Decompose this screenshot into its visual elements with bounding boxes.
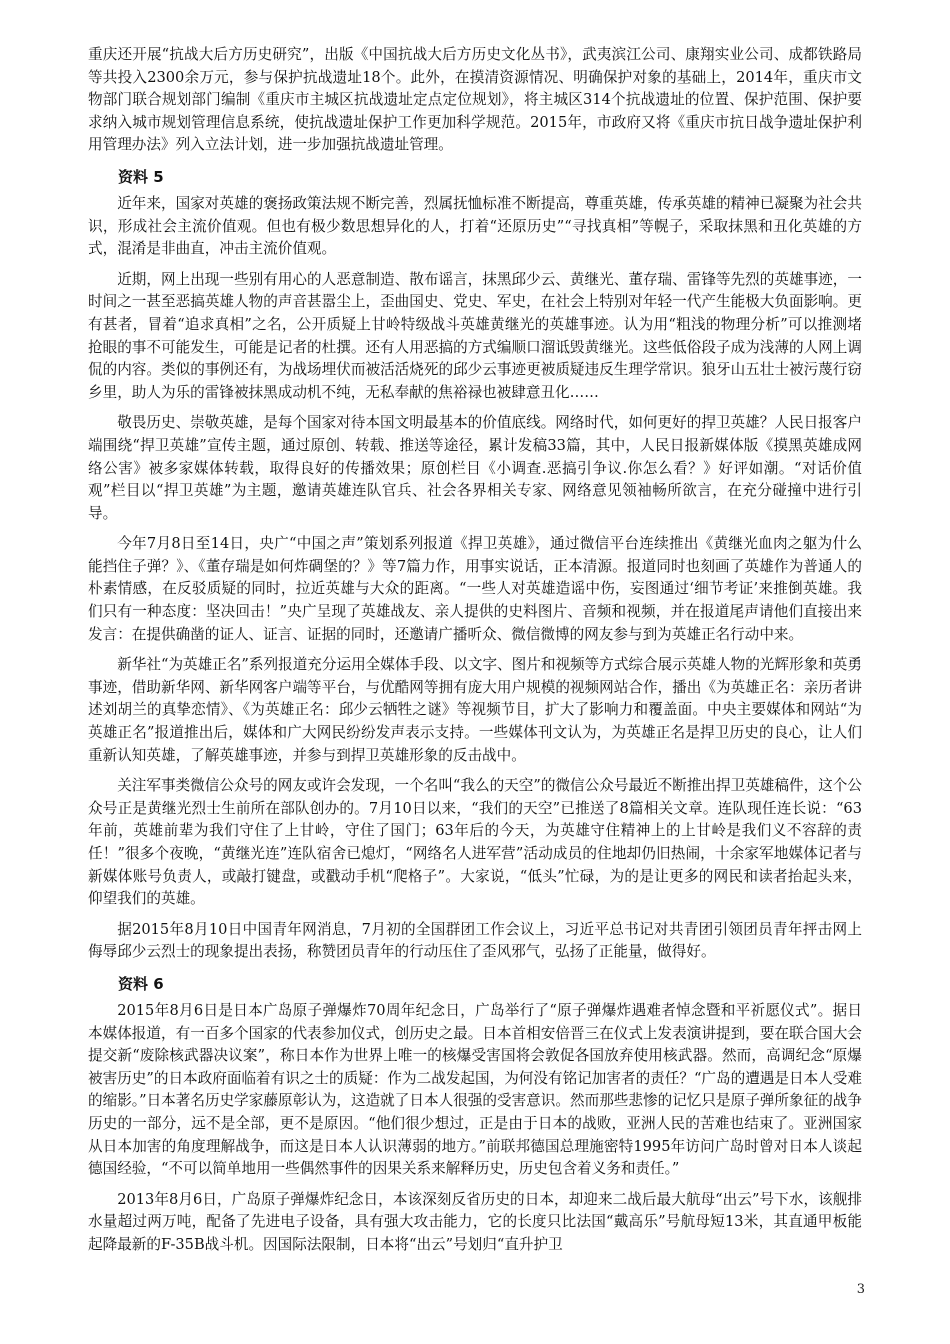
body-paragraph: 关注军事类微信公众号的网友或许会发现，一个名叫“我么的天空”的微信公众号最近不断推出捍卫英雄稿件，这个公众号正是黄继光烈士生前所在部队创办的。7月10日以来，“我们的天空”已推送了8篇相关文章。连队现任连长说：“63年前，英雄前辈为我们守住了上甘岭，守住了国门；63年后的今天，为英雄守住精神上的上甘岭是我们义不容辞的责任！”很多个夜晚，“黄继光连”连队宿舍已熄灯，“网络名人进军营”活动成员的住地却仍旧热闹，十余家军地媒体记者与新媒体账号负责人，或敲打键盘，或戳动手机“爬格子”。大家说，“低头”忙碌，为的是让更多的网民和读者抬起头来，仰望我们的英雄。 <box>88 777 862 908</box>
section-heading-material-6: 资料 6 <box>118 974 164 993</box>
body-paragraph: 新华社“为英雄正名”系列报道充分运用全媒体手段、以文字、图片和视频等方式综合展示英雄人物的光辉形象和英勇事迹，借助新华网、新华网客户端等平台，与优酷网等拥有庞大用户规模的视频网站合作，播出《为英雄正名：亲历者讲述刘胡兰的真挚恋情》、《为英雄正名：邱少云牺牲之谜》等视频节目，扩大了影响力和覆盖面。中央主要媒体和网站“为英雄正名”报道推出后，媒体和广大网民纷纷发声表示支持。一些媒体刊文认为，为英雄正名是捍卫历史的良心，让人们重新认知英雄，了解英雄事迹，并参与到捍卫英雄形象的反击战中。 <box>88 656 862 764</box>
page-number: 3 <box>856 1282 865 1297</box>
body-paragraph: 今年7月8日至14日，央广“中国之声”策划系列报道《捍卫英雄》，通过微信平台连续推出《黄继光血肉之躯为什么能挡住子弹？》、《董存瑞是如何炸碉堡的？》等7篇力作，用事实说话，正本清源。报道同时也刻画了英雄作为普通人的朴素情感，在反驳质疑的同时，拉近英雄与大众的距离。“一些人对英雄造谣中伤，妄图通过‘细节考证’来推倒英雄。我们只有一种态度：坚决回击！”央广呈现了英雄战友、亲人提供的史料图片、音频和视频，并在报道尾声请他们直接出来发言：在提供确凿的证人、证言、证据的同时，还邀请广播听众、微信微博的网友参与到为英雄正名行动中来。 <box>88 535 862 643</box>
body-paragraph: 2015年8月6日是日本广岛原子弹爆炸70周年纪念日，广岛举行了“原子弹爆炸遇难者悼念暨和平祈愿仪式”。据日本媒体报道，有一百多个国家的代表参加仪式，创历史之最。日本首相安倍晋三在仪式上发表演讲提到，要在联合国大会提交新“废除核武器决议案”，称日本作为世界上唯一的核爆受害国将会敦促各国放弃使用核武器。然而，高调纪念“原爆被害历史”的日本政府面临着有识之士的质疑：作为二战发起国，为何没有铭记加害者的责任？“广岛的遭遇是日本人受难的缩影。”日本著名历史学家藤原彰认为，这造就了日本人很强的受害意识。然而那些悲惨的记忆只是原子弹所象征的战争历史的一部分，远不是全部，更不是原因。“他们很少想过，正是由于日本的战败，亚洲人民的苦难也结束了。亚洲国家从日本加害的角度理解战争，而这是日本人认识薄弱的地方。”前联邦德国总理施密特1995年访问广岛时曾对日本人谈起德国经验，“不可以简单地用一些偶然事件的因果关系来解释历史，历史包含着义务和责任。” <box>88 1001 862 1178</box>
body-paragraph: 重庆还开展“抗战大后方历史研究”，出版《中国抗战大后方历史文化丛书》，武夷滨江公司、康翔实业公司、成都铁路局等共投入2300余万元，参与保护抗战遗址18个。此外，在摸清资源情况、明确保护对象的基础上，2014年，重庆市文物部门联合规划部门编制《重庆市主城区抗战遗址定点定位规划》，将主城区314个抗战遗址的位置、保护范围、保护要求纳入城市规划管理信息系统，使抗战遗址保护工作更加科学规范。2015年，市政府又将《重庆市抗日战争遗址保护利用管理办法》列入立法计划，进一步加强抗战遗址管理。 <box>88 46 862 154</box>
section-heading-material-5: 资料 5 <box>118 167 164 186</box>
body-paragraph: 据2015年8月10日中国青年网消息，7月初的全国群团工作会议上，习近平总书记对共青团引领团员青年抨击网上侮辱邱少云烈士的现象提出表扬，称赞团员青年的行动压住了歪风邪气，弘扬了正能量，做得好。 <box>88 920 862 961</box>
body-paragraph: 2013年8月6日，广岛原子弹爆炸纪念日，本该深刻反省历史的日本，却迎来二战后最大航母“出云”号下水，该舰排水量超过两万吨，配备了先进电子设备，具有强大攻击能力，它的长度只比法国“戴高乐”号航母短13米，其直通甲板能起降最新的F-35B战斗机。因国际法限制，日本将“出云”号划归“直升护卫 <box>88 1190 862 1253</box>
body-paragraph: 敬畏历史、崇敬英雄，是每个国家对待本国文明最基本的价值底线。网络时代，如何更好的捍卫英雄？人民日报客户端围绕“捍卫英雄”宣传主题，通过原创、转载、推送等途径，累计发稿33篇，其中，人民日报新媒体版《摸黑英雄成网络公害》被多家媒体转载，取得良好的传播效果；原创栏目《小调查.恶搞引争议.你怎么看？》好评如潮。“对话价值观”栏目以“捍卫英雄”为主题，邀请英雄连队官兵、社会各界相关专家、网络意见领袖畅所欲言，在充分碰撞中进行引导。 <box>88 414 862 522</box>
body-paragraph: 近期，网上出现一些别有用心的人恶意制造、散布谣言，抹黑邱少云、黄继光、董存瑞、雷锋等先烈的英雄事迹，一时间之一甚至恶搞英雄人物的声音甚嚣尘上，歪曲国史、党史、军史，在社会上特别对年轻一代产生能极大负面影响。更有甚者，冒着“追求真相”之名，公开质疑上甘岭特级战斗英雄黄继光的英雄事迹。认为用“粗浅的物理分析”可以推测堵抢眼的事不可能发生，可能是记者的杜撰。还有人用恶搞的方式编顺口溜诋毁黄继光。这些低俗段子成为浅薄的人网上调侃的内容。类似的事例还有，为战场埋伏而被活活烧死的邱少云事迹更被质疑违反生理学常识。狼牙山五壮士被污蔑行窃乡里，助人为乐的雷锋被抹黑成动机不纯，无私奉献的焦裕禄也被肆意丑化…… <box>88 270 862 401</box>
body-paragraph: 近年来，国家对英雄的褒扬政策法规不断完善，烈属抚恤标准不断提高，尊重英雄，传承英雄的精神已凝聚为社会共识，形成社会主流价值观。但也有极少数思想异化的人，打着“还原历史”“寻找真相”等幌子，采取抹黑和丑化英雄的方式，混淆是非曲直，冲击主流价值观。 <box>88 194 862 258</box>
